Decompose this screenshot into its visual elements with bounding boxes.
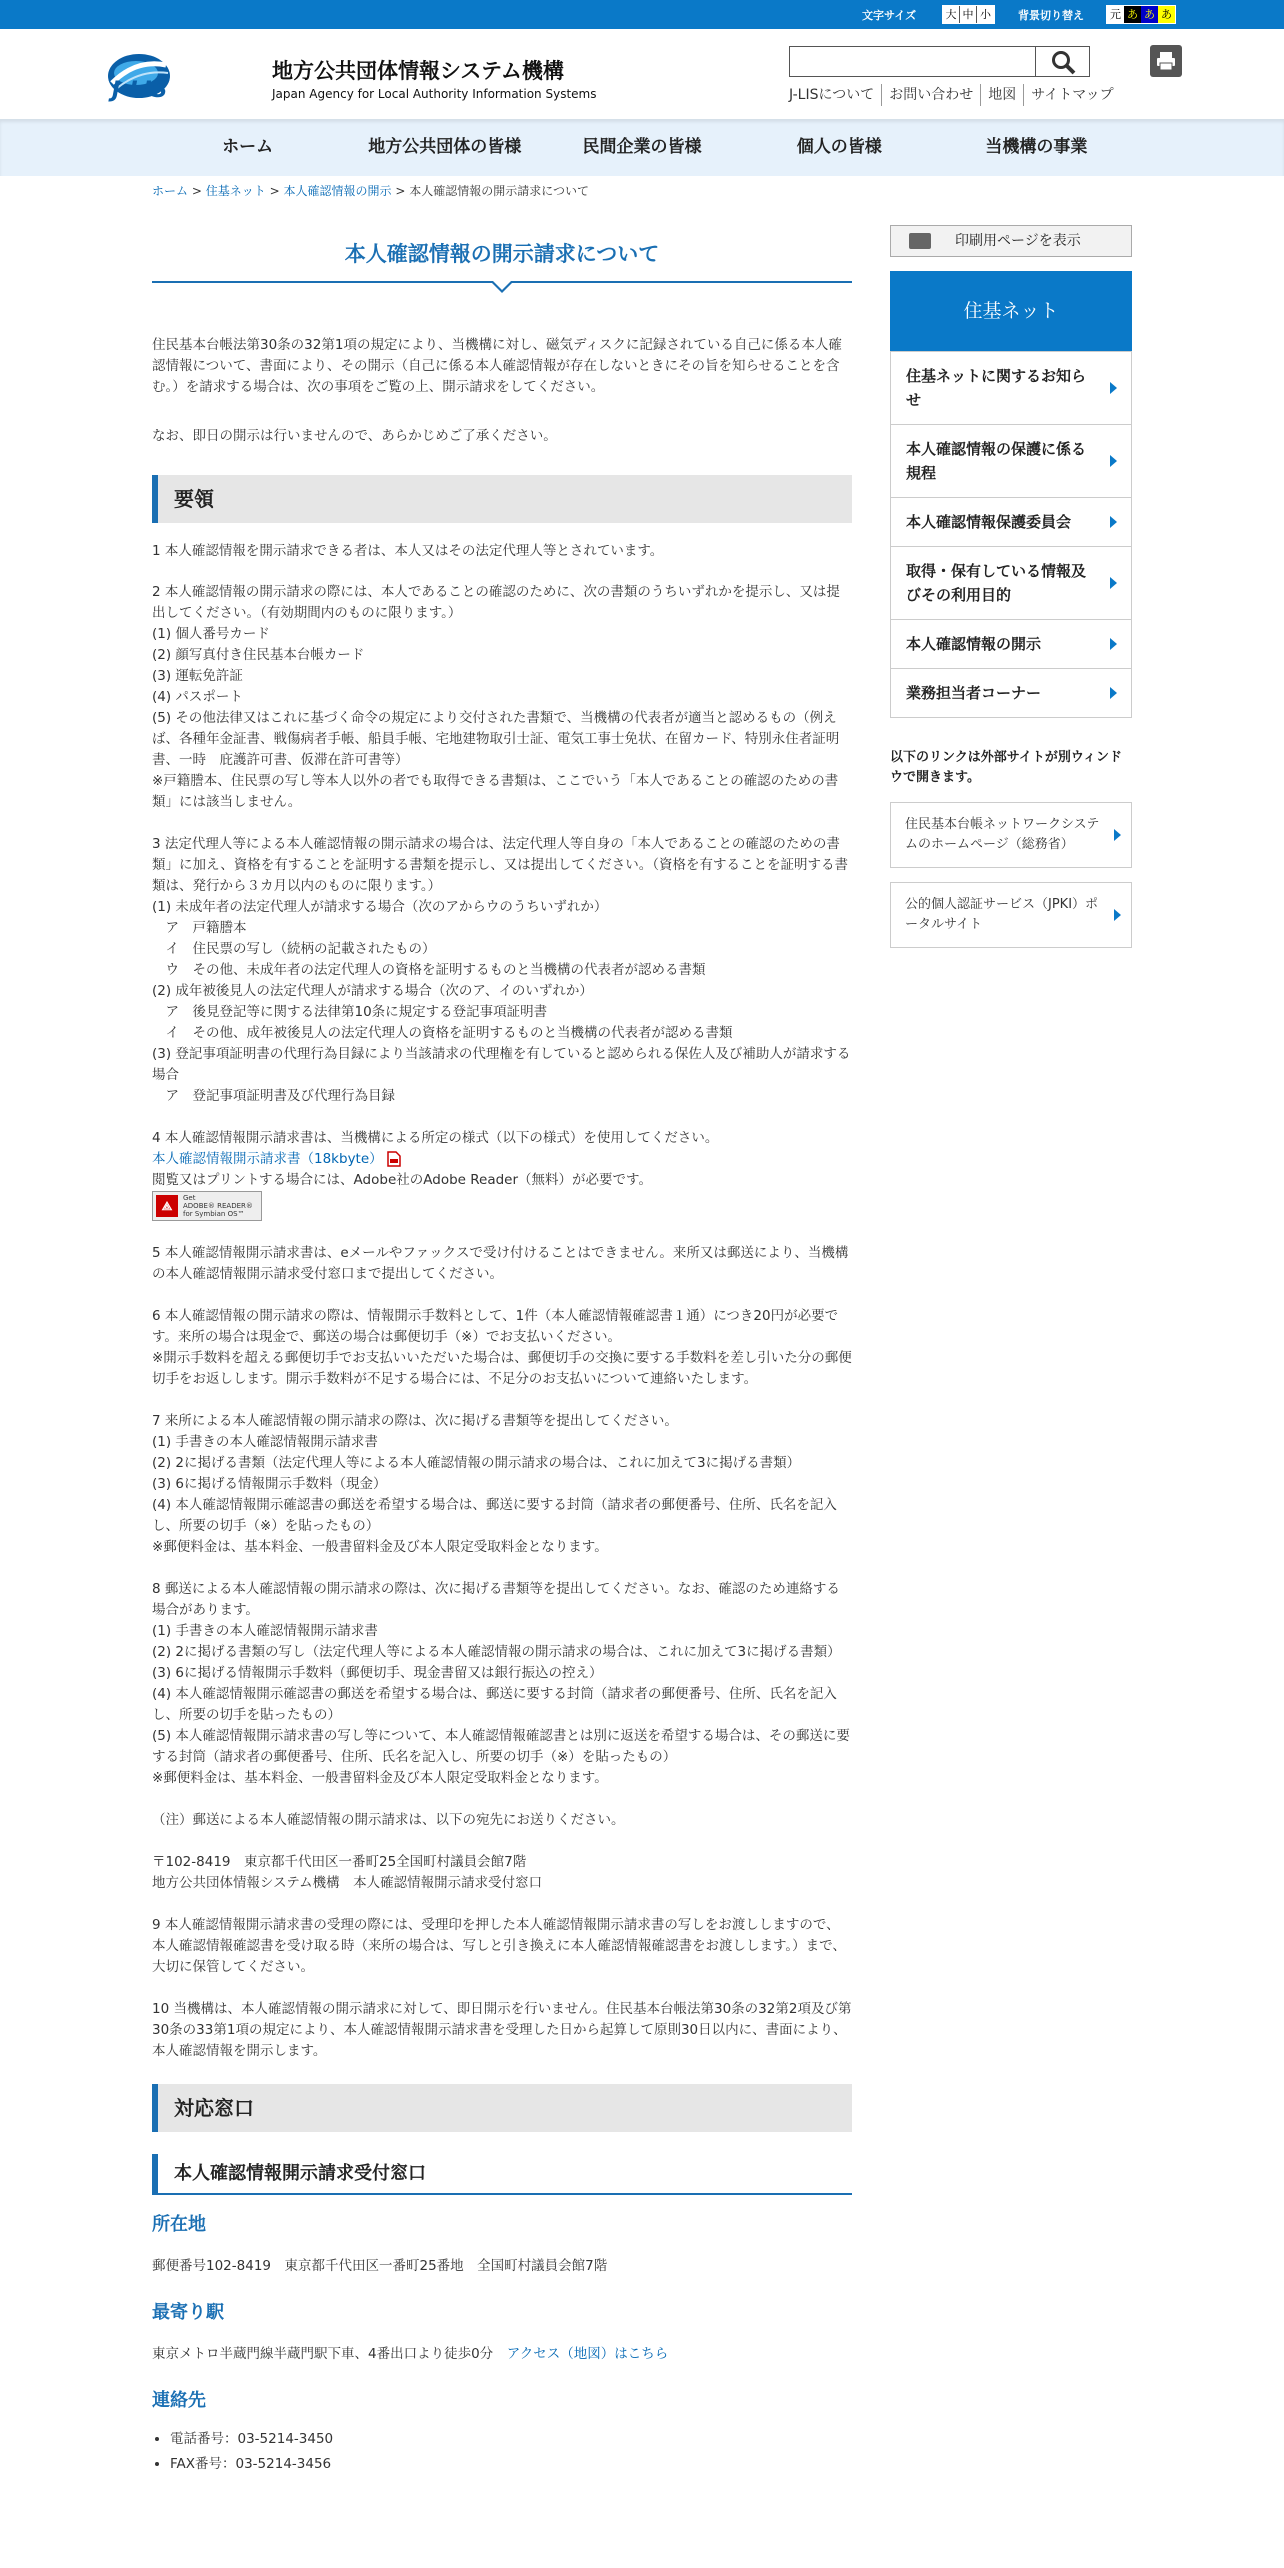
guideline-6-text: 6 本人確認情報の開示請求の際は、情報開示手数料として、1件（本人確認情報確認書１通）につき20円が必要です。来所の場合は現金で、郵送の場合は郵便切手（※）でお支払いください。 (152, 1308, 839, 1345)
fax-number: • FAX番号：03-5214-3456 (170, 2454, 852, 2475)
address-line: 地方公共団体情報システム機構 本人確認情報開示請求受付窓口 (152, 1875, 543, 1891)
header-link-sitemap[interactable]: サイトマップ (1023, 84, 1120, 106)
org-name-en: Japan Agency for Local Authority Information Systems (272, 87, 597, 101)
mailing-address (152, 1852, 852, 1894)
pdf-icon (387, 1151, 401, 1167)
background-switch-label: 背景切り替え (1018, 9, 1084, 22)
header-link-map[interactable]: 地図 (980, 84, 1023, 106)
subsection-heading-window: 本人確認情報開示請求受付窓口 (152, 2154, 852, 2195)
guideline-7 (152, 1411, 852, 1558)
guideline-1: 1 本人確認情報を開示請求できる者は、本人又はその法定代理人等とされています。 (152, 543, 664, 559)
font-size-small-button[interactable]: 小 (977, 6, 994, 23)
sidebar-menu (890, 351, 1132, 718)
font-size-label: 文字サイズ (862, 9, 917, 22)
header-link-about[interactable]: J-LISについて (789, 87, 875, 103)
print-button[interactable] (1150, 45, 1182, 77)
guideline-7-item: (1) 手書きの本人確認情報開示請求書 (152, 1434, 378, 1450)
search-button[interactable] (1035, 47, 1089, 76)
top-utility-bar (0, 0, 1284, 29)
guideline-2 (152, 582, 852, 813)
guideline-7-item: (2) 2に掲げる書類（法定代理人等による本人確認情報の開示請求の場合は、これに加えて3に掲げる書類） (152, 1455, 801, 1471)
nav-item-home[interactable]: ホーム (222, 137, 274, 157)
guideline-3-item: イ その他、成年被後見人の法定代理人の資格を証明するものと当機構の代表者が認める書類 (152, 1025, 733, 1041)
nav-item-individuals[interactable]: 個人の皆様 (796, 137, 882, 157)
guideline-7-note: ※郵便料金は、基本料金、一般書留料金及び本人限定受取料金となります。 (152, 1539, 608, 1555)
nav-item-local-gov[interactable]: 地方公共団体の皆様 (368, 137, 522, 157)
guideline-8 (152, 1579, 852, 1789)
font-size-large-button[interactable]: 大 (943, 6, 960, 23)
guideline-3-item: イ 住民票の写し（続柄の記載されたもの） (152, 941, 436, 957)
address-line: 〒102-8419 東京都千代田区一番町25全国町村議員会館7階 (152, 1854, 527, 1870)
guideline-3-item: ア 後見登記等に関する法律第10条に規定する登記事項証明書 (152, 1004, 548, 1020)
sidebar-item-info-usage[interactable]: 取得・保有している情報及びその利用目的 (891, 546, 1131, 619)
sidebar-item-committee[interactable]: 本人確認情報保護委員会 (891, 497, 1131, 546)
guideline-2-item: (1) 個人番号カード (152, 626, 270, 642)
guideline-2-item: (5) その他法律又はこれに基づく命令の規定により交付された書類で、当機構の代表者が適当と認めるもの（例えば、各種年金証書、戦傷病者手帳、船員手帳、宅地建物取引士証、電気工事士免状、在留カード、特別永住者証明書、一時 庇護許可書、仮滞在許可書等） (152, 710, 840, 768)
logo-text: J-LIS (112, 78, 168, 103)
guideline-4 (152, 1128, 852, 1221)
sidebar-item-notices[interactable]: 住基ネットに関するお知らせ (891, 351, 1131, 424)
site-search (789, 46, 1090, 77)
guideline-3-text: 3 法定代理人等による本人確認情報の開示請求の場合は、法定代理人等自身の「本人であることの確認のための書類」に加え、資格を有することを証明する書類を提示し、又は提出してください。（資格を有することを証明する書類は、発行から３カ月以内のものに限ります。） (152, 836, 849, 894)
sidebar (890, 225, 1132, 948)
external-link-soumu[interactable]: 住民基本台帳ネットワークシステムのホームページ（総務省） (890, 802, 1132, 868)
adobe-badge-text (183, 1194, 253, 1218)
adobe-badge-line: for Symbian OS™ (183, 1210, 245, 1218)
header-link-contact[interactable]: お問い合わせ (881, 84, 980, 106)
guideline-8-item: (4) 本人確認情報開示確認書の郵送を希望する場合は、郵送に要する封筒（請求者の郵便番号、住所、氏名を記入し、所要の切手を貼ったもの） (152, 1686, 837, 1723)
guideline-3-item: (1) 未成年者の法定代理人が請求する場合（次のアからウのうちいずれか） (152, 899, 608, 915)
guideline-6-note: ※開示手数料を超える郵便切手でお支払いいただいた場合は、郵便切手の交換に要する手数料を差し引いた分の郵便切手をお返しします。開示手数料が不足する場合には、不足分のお支払いについて連絡いたします。 (152, 1350, 852, 1387)
station-description: 東京メトロ半蔵門線半蔵門駅下車、4番出口より徒歩0分 (152, 2345, 507, 2362)
request-form-pdf-link[interactable]: 本人確認情報開示請求書（18kbyte） (152, 1151, 383, 1167)
guideline-2-item: (4) パスポート (152, 689, 243, 705)
printer-icon (909, 233, 931, 249)
nav-item-business[interactable]: 民間企業の皆様 (582, 137, 702, 157)
breadcrumb-juki-net[interactable]: 住基ネット (205, 184, 266, 198)
page-title: 本人確認情報の開示請求について (152, 238, 852, 283)
guideline-8-text: 8 郵送による本人確認情報の開示請求の際は、次に掲げる書類等を提出してください。なお、確認のため連絡する場合があります。 (152, 1581, 840, 1618)
guideline-7-text: 7 来所による本人確認情報の開示請求の際は、次に掲げる書類等を提出してください。 (152, 1413, 678, 1429)
get-adobe-reader-badge[interactable] (152, 1191, 262, 1221)
sidebar-item-staff-corner[interactable]: 業務担当者コーナー (891, 668, 1131, 717)
font-size-medium-button[interactable]: 中 (960, 6, 977, 23)
site-header (0, 29, 1284, 119)
header-links (789, 84, 1121, 106)
external-links-note: 以下のリンクは外部サイトが別ウィンドウで開きます。 (890, 750, 1123, 785)
heading-nearest-station: 最寄り駅 (152, 2301, 224, 2323)
breadcrumb-disclosure[interactable]: 本人確認情報の開示 (283, 184, 392, 198)
global-nav (0, 119, 1284, 176)
section-heading-contact: 対応窓口 (152, 2084, 852, 2132)
guideline-10: 10 当機構は、本人確認情報の開示請求に対して、即日開示を行いません。住民基本台帳法第30条の32第2項及び第30条の33第1項の規定により、本人確認情報開示請求書を受理した日から起算して原則30日以内に、書面により、本人確認情報を開示します。 (152, 2001, 852, 2059)
external-link-jpki[interactable]: 公的個人認証サービス（JPKI）ポータルサイト (890, 882, 1132, 948)
bg-yellow-button[interactable]: あ (1158, 6, 1175, 23)
adobe-reader-note: 閲覧又はプリントする場合には、Adobe社のAdobe Reader（無料）が必要です。 (152, 1172, 652, 1188)
guideline-5: 5 本人確認情報開示請求書は、eメールやファックスで受け付けることはできません。来所又は郵送により、当機構の本人確認情報開示請求受付窓口まで提出してください。 (152, 1245, 849, 1282)
section-heading-guidelines: 要領 (152, 475, 852, 523)
search-input[interactable] (790, 47, 1035, 76)
mail-request-note: （注）郵送による本人確認情報の開示請求は、以下の宛先にお送りください。 (152, 1812, 625, 1828)
guideline-2-note: ※戸籍謄本、住民票の写し等本人以外の者でも取得できる書類は、ここでいう「本人であることの確認のための書類」には該当しません。 (152, 773, 839, 810)
sidebar-item-regulations[interactable]: 本人確認情報の保護に係る規程 (891, 424, 1131, 497)
sidebar-heading: 住基ネット (890, 271, 1132, 351)
location-text: 郵便番号102-8419 東京都千代田区一番町25番地 全国町村議員会館7階 (152, 2257, 608, 2274)
guideline-8-item: (3) 6に掲げる情報開示手数料（郵便切手、現金書留又は銀行振込の控え） (152, 1665, 603, 1681)
background-switcher (1106, 5, 1176, 24)
guideline-3-item: (2) 成年被後見人の法定代理人が請求する場合（次のア、イのいずれか） (152, 983, 593, 999)
guideline-2-item: (2) 顔写真付き住民基本台帳カード (152, 647, 365, 663)
main-content (152, 238, 852, 2475)
print-page-button[interactable] (890, 225, 1132, 257)
breadcrumb-current: 本人確認情報の開示請求について (409, 184, 589, 198)
intro-note: なお、即日の開示は行いませんので、あらかじめご了承ください。 (152, 428, 557, 444)
breadcrumb-separator: > (191, 184, 202, 198)
nav-item-services[interactable]: 当機構の事業 (985, 137, 1088, 157)
guideline-8-item: (1) 手書きの本人確認情報開示請求書 (152, 1623, 378, 1639)
adobe-reader-icon: ⟁ (156, 1195, 178, 1217)
search-icon (1050, 49, 1076, 75)
contact-list (152, 2429, 852, 2475)
font-size-switcher (942, 5, 995, 24)
guideline-9: 9 本人確認情報開示請求書の受理の際には、受理印を押した本人確認情報開示請求書の写しをお渡ししますので、本人確認情報確認書を受け取る時（来所の場合は、写しと引き換えに本人確認情報確認書をお渡しします。）まで、大切に保管してください。 (152, 1917, 846, 1975)
sidebar-item-disclosure[interactable]: 本人確認情報の開示 (891, 619, 1131, 668)
guideline-8-item: (2) 2に掲げる書類の写し（法定代理人等による本人確認情報の開示請求の場合は、これに加えて3に掲げる書類） (152, 1644, 841, 1660)
guideline-2-item: (3) 運転免許証 (152, 668, 243, 684)
phone-number: • 電話番号：03-5214-3450 (170, 2429, 852, 2450)
guideline-7-item: (3) 6に掲げる情報開示手数料（現金） (152, 1476, 387, 1492)
guideline-6 (152, 1306, 852, 1390)
guideline-8-note: ※郵便料金は、基本料金、一般書留料金及び本人限定受取料金となります。 (152, 1770, 608, 1786)
adobe-badge-line: ADOBE® READER® (183, 1202, 253, 1210)
breadcrumb-home[interactable]: ホーム (152, 184, 189, 198)
station-text (152, 2344, 852, 2365)
heading-contact-info: 連絡先 (152, 2389, 206, 2411)
guideline-3-item: ア 戸籍謄本 (152, 920, 247, 936)
guideline-4-text: 4 本人確認情報開示請求書は、当機構による所定の様式（以下の様式）を使用してください。 (152, 1130, 719, 1146)
breadcrumb (152, 182, 589, 201)
intro-paragraph: 住民基本台帳法第30条の32第1項の規定により、当機構に対し、磁気ディスクに記録されている自己に係る本人確認情報について、書面により、その開示（自己に係る本人確認情報が存在しないときにその旨を知らせることを含む。）を請求する場合は、次の事項をご覧の上、開示請求をしてください。 (152, 337, 842, 395)
guideline-7-item: (4) 本人確認情報開示確認書の郵送を希望する場合は、郵送に要する封筒（請求者の郵便番号、住所、氏名を記入し、所要の切手（※）を貼ったもの） (152, 1497, 837, 1534)
bg-blue-button[interactable]: あ (1141, 6, 1158, 23)
bg-black-button[interactable]: あ (1124, 6, 1141, 23)
adobe-badge-line: Get (183, 1194, 196, 1202)
bg-default-button[interactable]: 元 (1107, 6, 1124, 23)
guideline-2-text: 2 本人確認情報の開示請求の際には、本人であることの確認のために、次の書類のうちいずれかを提示し、又は提出してください。（有効期間内のものに限ります。） (152, 584, 840, 621)
print-page-label: 印刷用ページを表示 (955, 232, 1081, 249)
guideline-3-item: ウ その他、未成年者の法定代理人の資格を証明するものと当機構の代表者が認める書類 (152, 962, 706, 978)
org-name-ja: 地方公共団体情報システム機構 (272, 59, 564, 83)
access-map-link[interactable]: アクセス（地図）はこちら (506, 2345, 669, 2362)
guideline-8-item: (5) 本人確認情報開示請求書の写し等について、本人確認情報確認書とは別に返送を希望する場合は、その郵送に要する封筒（請求者の郵便番号、住所、氏名を記入し、所要の切手（※）を貼ったもの） (152, 1728, 850, 1765)
heading-location: 所在地 (152, 2214, 206, 2235)
guideline-3-item: ア 登記事項証明書及び代理行為目録 (152, 1088, 395, 1104)
guideline-3-item: (3) 登記事項証明書の代理行為目録により当該請求の代理権を有していると認められる保佐人及び補助人が請求する場合 (152, 1046, 851, 1083)
breadcrumb-separator: > (395, 184, 406, 198)
guideline-3 (152, 834, 852, 1107)
breadcrumb-separator: > (269, 184, 280, 198)
printer-icon (1155, 50, 1177, 72)
